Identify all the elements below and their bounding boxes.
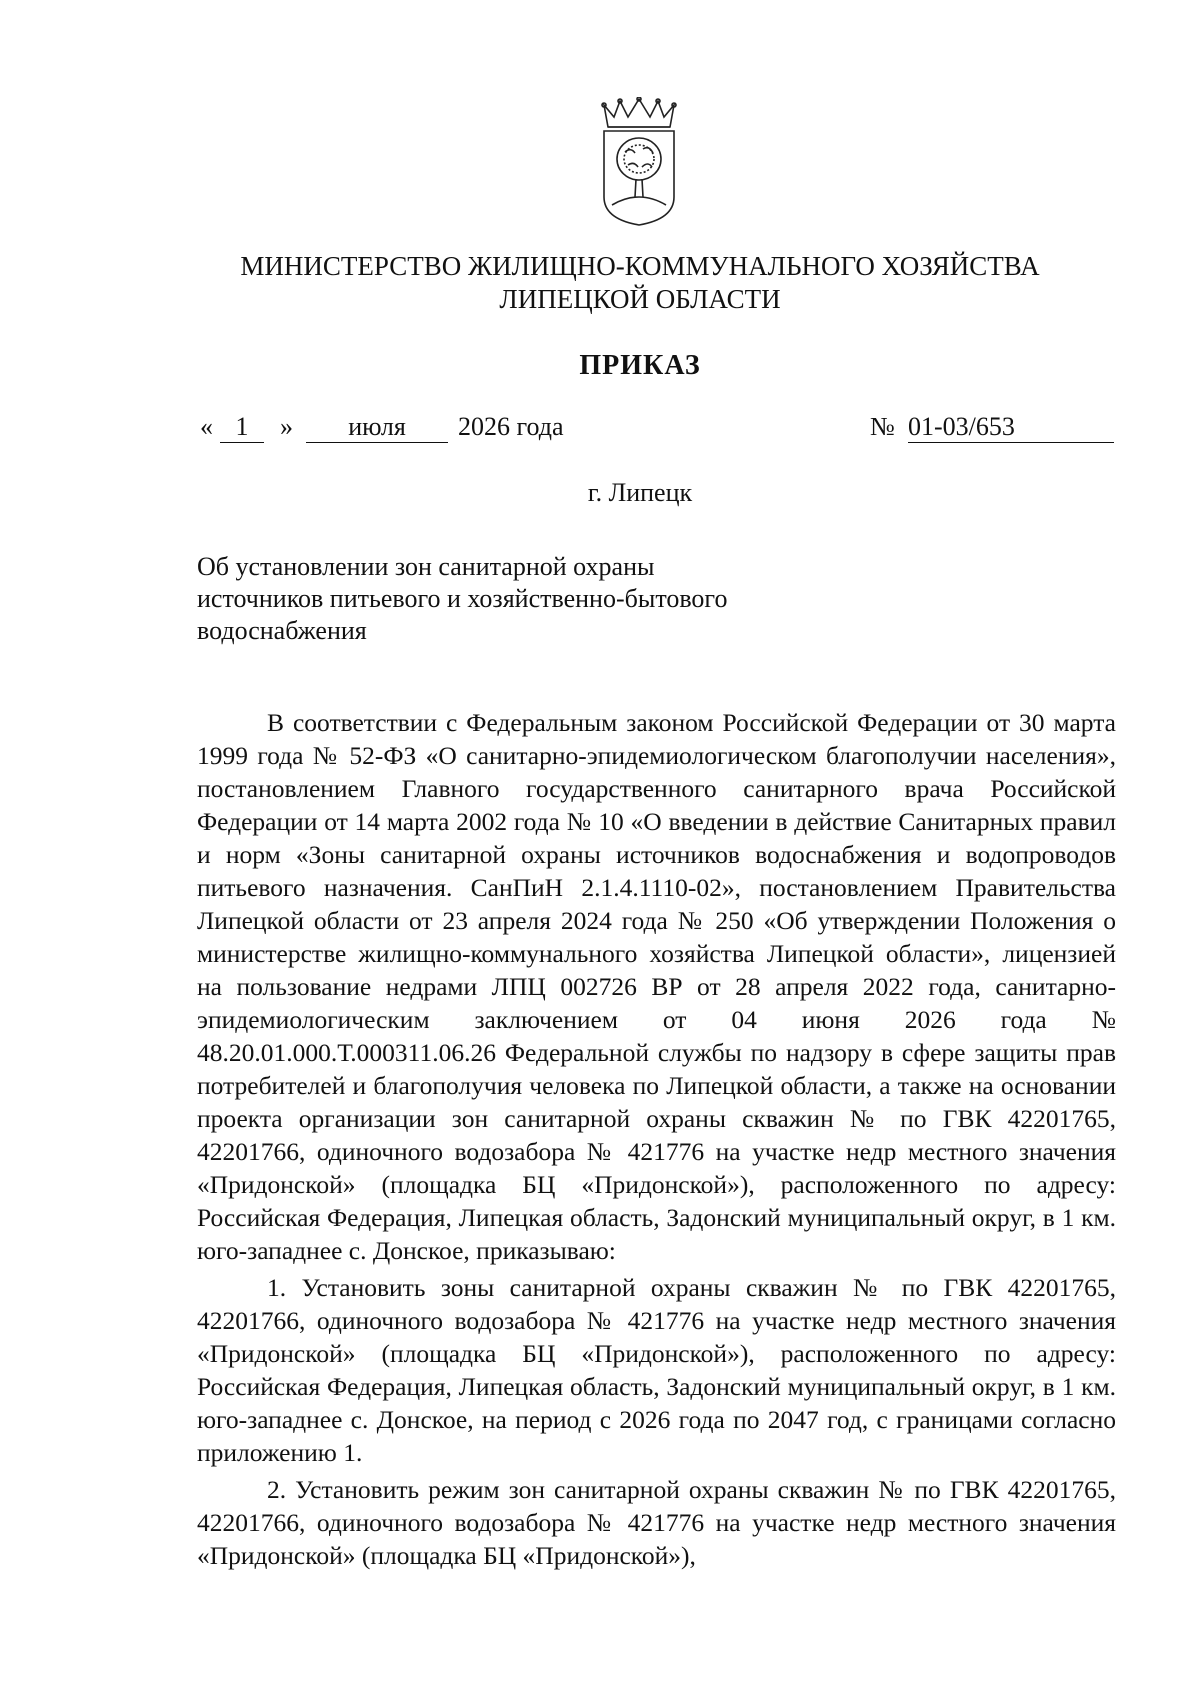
date-quote-open: « [200, 412, 213, 441]
order-subject [197, 551, 837, 647]
order-year: 2026 года [458, 412, 564, 441]
preamble-paragraph: В соответствии с Федеральным законом Российской Федерации от 30 марта 1999 года № 52-ФЗ «О санитарно-эпидемиологическом благополучии населения», постановлением Главного государственного санитарного врача Российской Федерации от 14 марта 2002 года № 10 «О введении в действие Санитарных правил и норм «Зоны санитарной охраны источников водоснабжения и водопроводов питьевого назначения. СанПиН 2.1.4.1110-02», постановлением Правительства Липецкой области от 23 апреля 2024 года № 250 «Об утверждении Положения о министерстве жилищно-коммунального хозяйства Липецкой области», лицензией на пользование недрами ЛПЦ 002726 ВР от 28 апреля 2022 года, санитарно-эпидемиологическим заключением от 04 июня 2026 года № 48.20.01.000.Т.000311.06.26 Федеральной службы по надзору в сфере защиты прав потребителей и благополучия человека по Липецкой области, а также на основании проекта организации зон санитарной охраны скважин № по ГВК 42201765, 42201766, одиночного водозабора № 421776 на участке недр местного значения «Придонской» (площадка БЦ «Придонской»), расположенного по адресу: Российская Федерация, Липецкая область, Задонский муниципальный округ, в 1 км. юго-западнее с. Донское, приказываю: [197, 708, 1116, 1265]
ministry-name-line2: ЛИПЕЦКОЙ ОБЛАСТИ [499, 284, 781, 314]
order-number: 01-03/653 [908, 412, 1114, 443]
order-body [197, 706, 1116, 1572]
order-day: 1 [220, 412, 264, 443]
order-month: июля [306, 412, 448, 443]
subject-line2: источников питьевого и хозяйственно-бытового [197, 584, 728, 613]
subject-line3: водоснабжения [197, 616, 367, 645]
date-quote-close: » [280, 412, 293, 441]
subject-line1: Об установлении зон санитарной охраны [197, 552, 655, 581]
lipetsk-coat-of-arms-icon [598, 97, 680, 227]
ministry-name-line1: МИНИСТЕРСТВО ЖИЛИЩНО-КОММУНАЛЬНОГО ХОЗЯЙСТВА [240, 251, 1040, 281]
order-title: ПРИКАЗ [579, 350, 701, 381]
order-city: г. Липецк [587, 478, 693, 507]
item-2-paragraph: 2. Установить режим зон санитарной охраны скважин № по ГВК 42201765, 42201766, одиночного водозабора № 421776 на участке недр местного значения «Придонской» (площадка БЦ «Придонской»), [197, 1475, 1116, 1570]
order-number-sign: № [870, 412, 895, 441]
order-date-line [200, 412, 1120, 444]
item-1-paragraph: 1. Установить зоны санитарной охраны скважин № по ГВК 42201765, 42201766, одиночного водозабора № 421776 на участке недр местного значения «Придонской» (площадка БЦ «Придонской»), расположенного по адресу: Российская Федерация, Липецкая область, Задонский муниципальный округ, в 1 км. юго-западнее с. Донское, на период с 2026 года по 2047 год, с границами согласно приложению 1. [197, 1273, 1116, 1467]
